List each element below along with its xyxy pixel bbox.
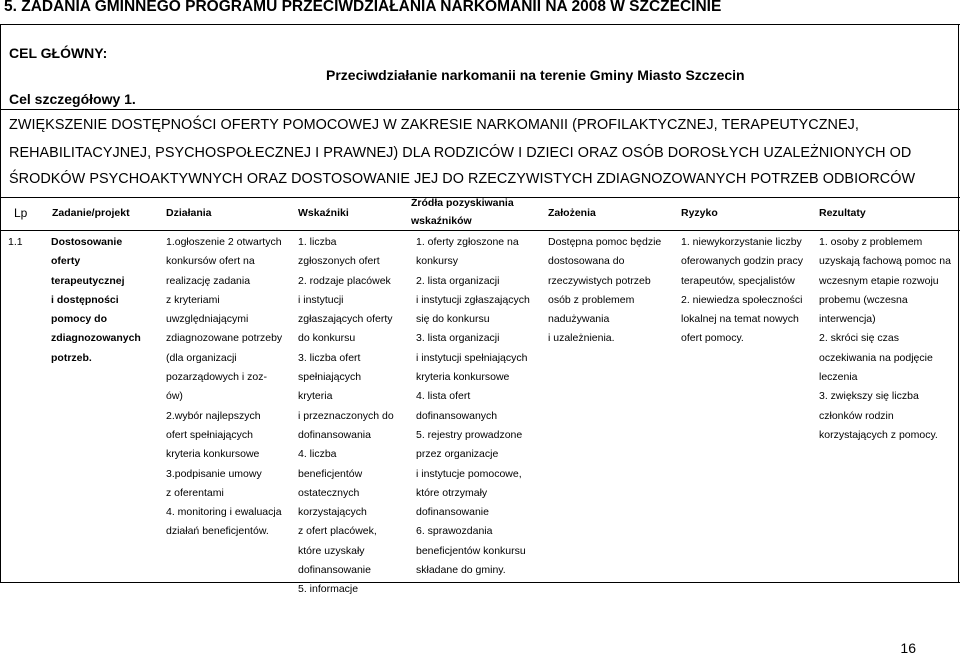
page-number: 16 xyxy=(900,640,916,656)
cell-line: interwencja) xyxy=(819,313,876,326)
column-task xyxy=(51,233,141,368)
cell-line: zdiagnozowanych xyxy=(51,332,141,345)
column-sources xyxy=(416,233,530,580)
cell-line: 4. monitoring i ewaluacja xyxy=(166,506,282,519)
cell-line: 3.podpisanie umowy xyxy=(166,467,262,480)
cell-line: konkursy xyxy=(416,255,459,268)
cell-line: i instytucji spełniających xyxy=(416,351,528,364)
cell-line: i przeznaczonych do xyxy=(298,409,394,422)
cell-line: 3. liczba ofert xyxy=(298,351,361,364)
column-risk xyxy=(681,233,803,349)
cell-line: które uzyskały xyxy=(298,544,365,557)
header-risk: Ryzyko xyxy=(681,207,718,219)
header-results: Rezultaty xyxy=(819,207,866,219)
cell-line: z oferentami xyxy=(166,486,224,499)
cell-line: wczesnym etapie rozwoju xyxy=(819,274,939,287)
cell-line: z ofert placówek, xyxy=(298,525,377,538)
frame-left-rule xyxy=(0,24,1,583)
cell-line: dofinansowanie xyxy=(298,564,371,577)
cell-line: 2. niewiedza społeczności xyxy=(681,293,803,306)
cell-line: zdiagnozowane potrzeby xyxy=(166,332,283,345)
cell-line: członków rodzin xyxy=(819,409,894,422)
cell-line: probemu (wczesna xyxy=(819,293,908,306)
cell-line: i instytucji zgłaszających xyxy=(416,293,530,306)
header-actions: Działania xyxy=(166,207,212,219)
table-header-bottom-rule xyxy=(0,230,960,231)
cell-line: 2.wybór najlepszych xyxy=(166,409,261,422)
cell-line: leczenia xyxy=(819,371,858,384)
cell-line: terapeutycznej xyxy=(51,274,125,287)
cell-line: ofert pomocy. xyxy=(681,332,744,345)
cell-line: beneficjentów xyxy=(298,467,363,480)
sub-goal-line-2: REHABILITACYJNEJ, PSYCHOSPOŁECZNEJ I PRAWNEJ) DLA RODZICÓW I DZIECI ORAZ OSÓB DOROSŁYCH UZALEŻNIONYCH OD xyxy=(9,145,912,161)
cell-line: i instytucje pomocowe, xyxy=(416,467,522,480)
cell-line: 3. lista organizacji xyxy=(416,332,500,345)
column-actions xyxy=(166,233,282,542)
header-indicators: Wskaźniki xyxy=(298,207,349,219)
cell-line: 2. rodzaje placówek xyxy=(298,274,391,287)
main-goal-label: CEL GŁÓWNY: xyxy=(9,45,108,61)
cell-line: terapeutów, specjalistów xyxy=(681,274,795,287)
cell-line: potrzeb. xyxy=(51,351,92,364)
cell-line: 2. skróci się czas xyxy=(819,332,899,345)
cell-line: kryteria konkursowe xyxy=(416,371,510,384)
cell-line: oczekiwania na podjęcie xyxy=(819,351,933,364)
cell-line: 4. lista ofert xyxy=(416,390,471,403)
cell-line: 5. rejestry prowadzone xyxy=(416,428,523,441)
page-title: 5. ZADANIA GMINNEGO PROGRAMU PRZECIWDZIAŁANIA NARKOMANII NA 2008 W SZCZECINIE xyxy=(4,0,722,15)
cell-line: 1. osoby z problemem xyxy=(819,236,923,248)
cell-line: Dostosowanie xyxy=(51,236,123,248)
cell-line: ofert spełniających xyxy=(166,428,253,441)
column-results xyxy=(819,233,951,445)
cell-line: 1. niewykorzystanie liczby xyxy=(681,236,802,248)
cell-line: konkursów ofert na xyxy=(166,255,255,268)
cell-line: dostosowana do xyxy=(548,255,625,268)
cell-line: dofinansowanych xyxy=(416,409,498,422)
cell-line: rzeczywistych potrzeb xyxy=(548,274,651,287)
cell-line: spełniających xyxy=(298,371,362,384)
header-task: Zadanie/projekt xyxy=(52,207,130,219)
cell-line: 4. liczba xyxy=(298,448,337,461)
header-sources-line-2: wskaźników xyxy=(411,215,472,227)
cell-line: realizację zadania xyxy=(166,274,251,287)
cell-line: dofinansowanie xyxy=(416,506,489,519)
table-bottom-rule xyxy=(0,582,960,583)
cell-line: osób z problemem xyxy=(548,293,635,306)
cell-line: 6. sprawozdania xyxy=(416,525,493,538)
cell-line: (dla organizacji xyxy=(166,351,237,364)
cell-line: zgłaszających oferty xyxy=(298,313,393,326)
header-lp: Lp xyxy=(14,206,28,220)
top-rule xyxy=(0,24,960,25)
cell-line: 3. zwiększy się liczba xyxy=(819,390,919,403)
frame-right-rule xyxy=(958,24,959,583)
cell-line: kryteria xyxy=(298,390,333,403)
cell-line: beneficjentów konkursu xyxy=(416,544,526,557)
cell-line: nadużywania xyxy=(548,313,610,326)
column-assumptions xyxy=(548,233,661,349)
cell-line: 1.1 xyxy=(8,236,23,248)
cell-line: się do konkursu xyxy=(416,313,490,326)
cell-line: korzystających xyxy=(298,506,367,519)
cell-line: działań beneficjentów. xyxy=(166,525,269,538)
cell-line: 1. liczba xyxy=(298,236,337,248)
sub-goal-label: Cel szczegółowy 1. xyxy=(9,91,136,107)
cell-line: Dostępna pomoc będzie xyxy=(548,236,662,248)
cell-line: ostatecznych xyxy=(298,486,360,499)
header-assumptions: Założenia xyxy=(548,207,596,219)
cell-line: uwzględniającymi xyxy=(166,313,249,326)
cell-line: pozarządowych i zoz- xyxy=(166,371,267,384)
cell-line: dofinansowania xyxy=(298,428,371,441)
cell-line: i instytucji xyxy=(298,293,344,306)
sub-goal-line-3: ŚRODKÓW PSYCHOAKTYWNYCH ORAZ DOSTOSOWANIE JEJ DO RZECZYWISTYCH ZDIAGNOZOWANYCH POTRZEB ODBIORCÓW xyxy=(9,171,916,187)
cell-line: do konkursu xyxy=(298,332,356,345)
cell-line: 5. informacje xyxy=(298,583,359,596)
sub-goal-line-1: ZWIĘKSZENIE DOSTĘPNOŚCI OFERTY POMOCOWEJ W ZAKRESIE NARKOMANII (PROFILAKTYCZNEJ, TERAPEUTYCZNEJ, xyxy=(9,117,859,133)
cell-line: składane do gminy. xyxy=(416,564,506,577)
column-indicators xyxy=(298,233,394,600)
cell-line: korzystających z pomocy. xyxy=(819,428,938,441)
cell-line: zgłoszonych ofert xyxy=(298,255,380,268)
column-lp xyxy=(8,233,23,252)
cell-line: 2. lista organizacji xyxy=(416,274,500,287)
cell-line: 1.ogłoszenie 2 otwartych xyxy=(166,236,282,248)
cell-line: oferowanych godzin pracy xyxy=(681,255,803,268)
cell-line: ów) xyxy=(166,390,183,403)
cell-line: oferty xyxy=(51,255,81,268)
cell-line: przez organizacje xyxy=(416,448,499,461)
goal-rule xyxy=(0,109,960,110)
cell-line: i dostępności xyxy=(51,293,119,306)
cell-line: które otrzymały xyxy=(416,486,488,499)
cell-line: 1. oferty zgłoszone na xyxy=(416,236,519,248)
cell-line: uzyskają fachową pomoc na xyxy=(819,255,951,268)
main-goal-text: Przeciwdziałanie narkomanii na terenie Gminy Miasto Szczecin xyxy=(326,67,745,83)
header-sources-line-1: Źródła pozyskiwania xyxy=(411,197,514,209)
cell-line: kryteria konkursowe xyxy=(166,448,260,461)
cell-line: z kryteriami xyxy=(166,293,220,306)
cell-line: pomocy do xyxy=(51,313,108,326)
cell-line: i uzależnienia. xyxy=(548,332,615,345)
cell-line: lokalnej na temat nowych xyxy=(681,313,799,326)
